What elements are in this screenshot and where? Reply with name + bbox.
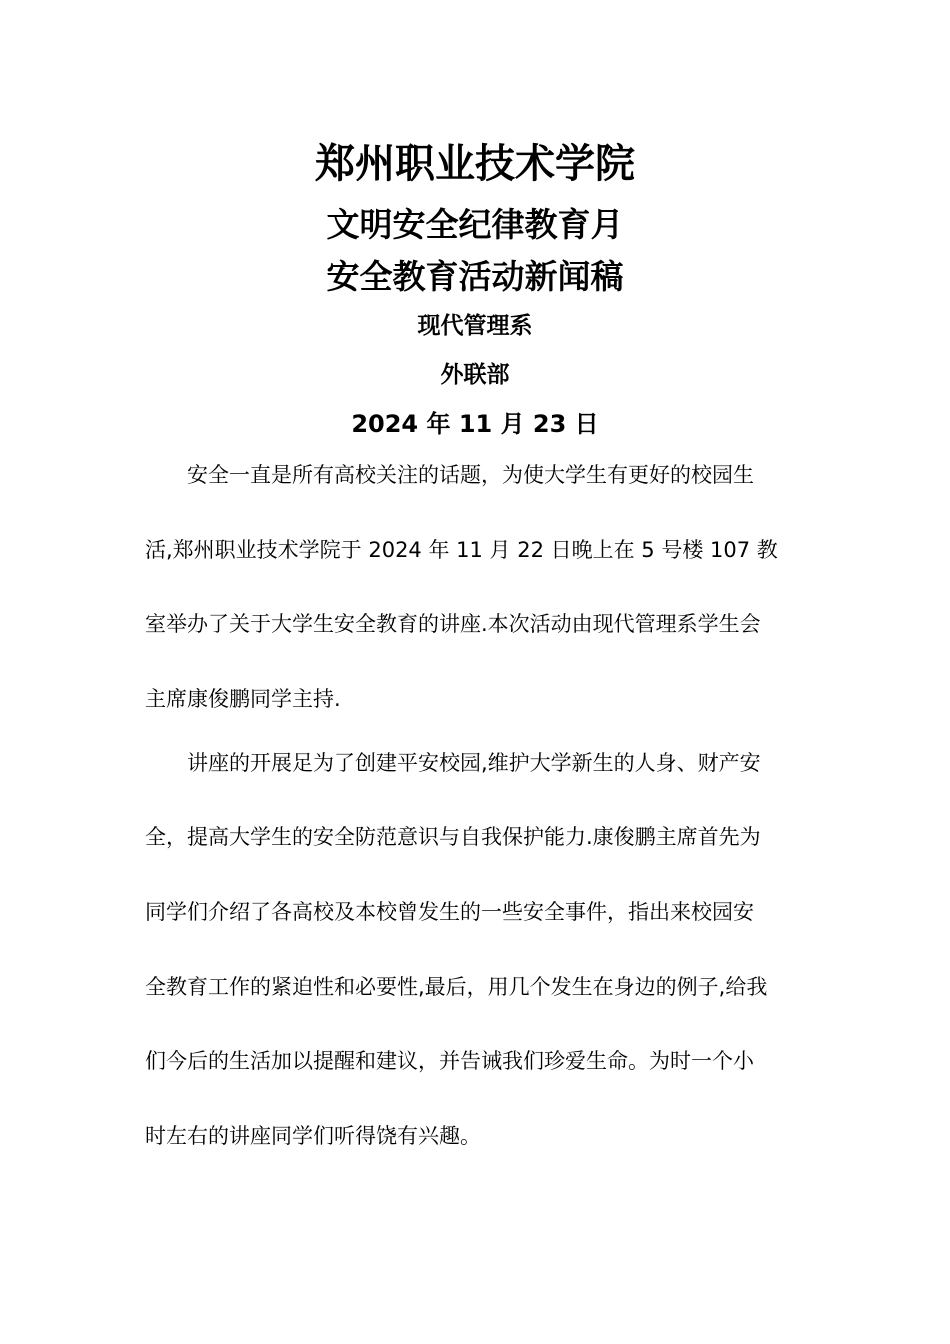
department: 现代管理系 [417,313,533,339]
school-name: 郑州职业技术学院 [315,141,635,187]
paragraph-line: 室举办了关于大学生安全教育的讲座.本次活动由现代管理系学生会 [145,612,761,636]
paragraph-line: 时左右的讲座同学们听得饶有兴趣。 [145,1124,481,1148]
title-line-1: 文明安全纪律教育月 [326,205,624,244]
paragraph-line: 安全一直是所有高校关注的话题，为使大学生有更好的校园生 [187,463,754,487]
paragraph-line: 全教育工作的紧迫性和必要性,最后，用几个发生在身边的例子,给我 [145,975,768,999]
unit: 外联部 [440,362,510,388]
date: 2024 年 11 月 23 日 [351,410,599,438]
paragraph-line: 们今后的生活加以提醒和建议，并告诫我们珍爱生命。为时一个小 [145,1049,754,1073]
paragraph-line: 讲座的开展足为了创建平安校园,维护大学新生的人身、财产安 [187,751,761,775]
paragraph-line: 全，提高大学生的安全防范意识与自我保护能力.康俊鹏主席首先为 [145,825,761,849]
paragraph-line: 活,郑州职业技术学院于 2024 年 11 月 22 日晚上在 5 号楼 107 教 [145,538,778,562]
paragraph-line: 主席康俊鹏同学主持. [145,687,341,711]
paragraph-line: 同学们介绍了各高校及本校曾发生的一些安全事件，指出来校园安 [145,900,754,924]
title-line-2: 安全教育活动新闻稿 [326,257,624,296]
